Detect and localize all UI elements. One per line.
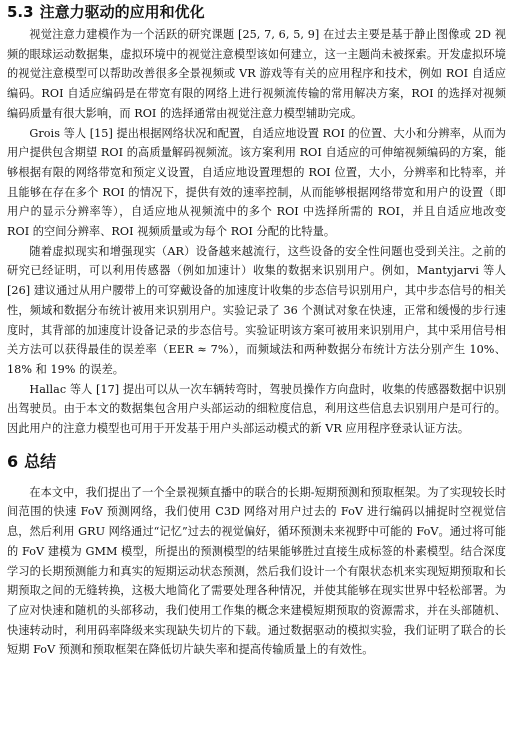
paragraph: 随着虚拟现实和增强现实（AR）设备越来越流行，这些设备的安全性问题也受到关注。之前的研究已经证明，可以利用传感器（例如加速计）收集的数据来识别用户。例如，Mantyjarvi 等人 [26] 建议通过从用户腰带上的可穿戴设备的加速度计收集的步态信号识别用户，其中步态信号的相关性，频域和数据分布统计被用来识别用户。实验记录了 36 个测试对象在快速，正常和缓慢的步行速度时，其背部的加速度计设备记录的步态信号。实验证明该方案可被用来识别用户，其中采用信号相关方法可以获得最佳的误差率（EER ≈ 7%），而频域法和两种数据分布统计方法分别产生 10%、18% 和 19% 的误差。 (7, 244, 506, 376)
section-title: 总结 (24, 451, 57, 471)
paragraph: 在本文中，我们提出了一个全景视频直播中的联合的长期-短期预测和预取框架。为了实现较长时间范围的快速 FoV 预测网络，我们使用 C3D 网络对用户过去的 FoV 进行编码以捕捉时空视觉信息，然后利用 GRU 网络通过“记忆”过去的视觉偏好，循环预测未来视野中可能的 FoV。通过将可能的 FoV 建模为 GMM 模型，所提出的预测模型的结果能够胜过直接生成标签的朴素模型。结合深度学习的长期预测能力和真实的短期运动状态预测，然后我们设计一个有限状态机来实现短期预取和长期预取之间的无缝转换，这极大地简化了需要处理各种情况，并使其能够在现实世界中轻松部署。为了应对快速和随机的头部移动，我们使用工作集的概念来建模短期预取的资源需求，并在头部随机、快速转动时，利用码率降级来实现缺失切片的下载。通过数据驱动的模拟实验，我们证明了联合的长短期 FoV 预测和预取框架在降低切片缺失率和提高传输质量上的有效性。 (7, 485, 506, 657)
section-heading-6 (7, 451, 506, 473)
paragraph: Hallac 等人 [17] 提出可以从一次车辆转弯时，驾驶员操作方向盘时，收集的传感器数据中识别出驾驶员。由于本文的数据集包含用户头部运动的细粒度信息，利用这些信息去识别用户是可行的。因此用户的注意力模型也可用于开发基于用户头部运动模式的新 VR 应用程序登录认证方法。 (7, 382, 506, 436)
section-title: 注意力驱动的应用和优化 (39, 3, 205, 21)
section-number: 5.3 (7, 3, 34, 21)
paragraph: Grois 等人 [15] 提出根据网络状况和配置，自适应地设置 ROI 的位置、大小和分辨率，从而为用户提供包含期望 ROI 的高质量解码视频流。该方案利用 ROI 自适应的可伸缩视频编码的方案，能够根据有限的网络带宽和预定义设置，自适应地设置理想的 ROI 位置，大小，分辨率和比特率，并且能够在存在多个 ROI 的情况下，提供有效的速率控制，从而能够根据网络带宽和用户的设置（即用户的显示分辨率等），自适应地从视频流中的多个 ROI 中选择所需的 ROI，并且自适应地改变 ROI 的空间分辨率、ROI 视频质量或为每个 ROI 分配的比特量。 (7, 126, 506, 239)
section-heading-5-3 (7, 2, 506, 22)
section-number: 6 (7, 451, 19, 471)
paragraph: 视觉注意力建模作为一个活跃的研究课题 [25, 7, 6, 5, 9] 在过去主要是基于静止图像或 2D 视频的眼球运动数据集，虚拟环境中的视觉注意模型该如何建立，这一主题尚未被探索。开发虚拟环境的视觉注意模型可以帮助改善很多全景视频或 VR 游戏等有关的应用程序和技术，例如 ROI 自适应编码。ROI 自适应编码是在带宽有限的网络上进行视频流传输的常用解决方案，ROI 的选择对视频编码质量有很大影响，而 ROI 的选择通常由视觉注意力模型辅助完成。 (7, 28, 506, 120)
